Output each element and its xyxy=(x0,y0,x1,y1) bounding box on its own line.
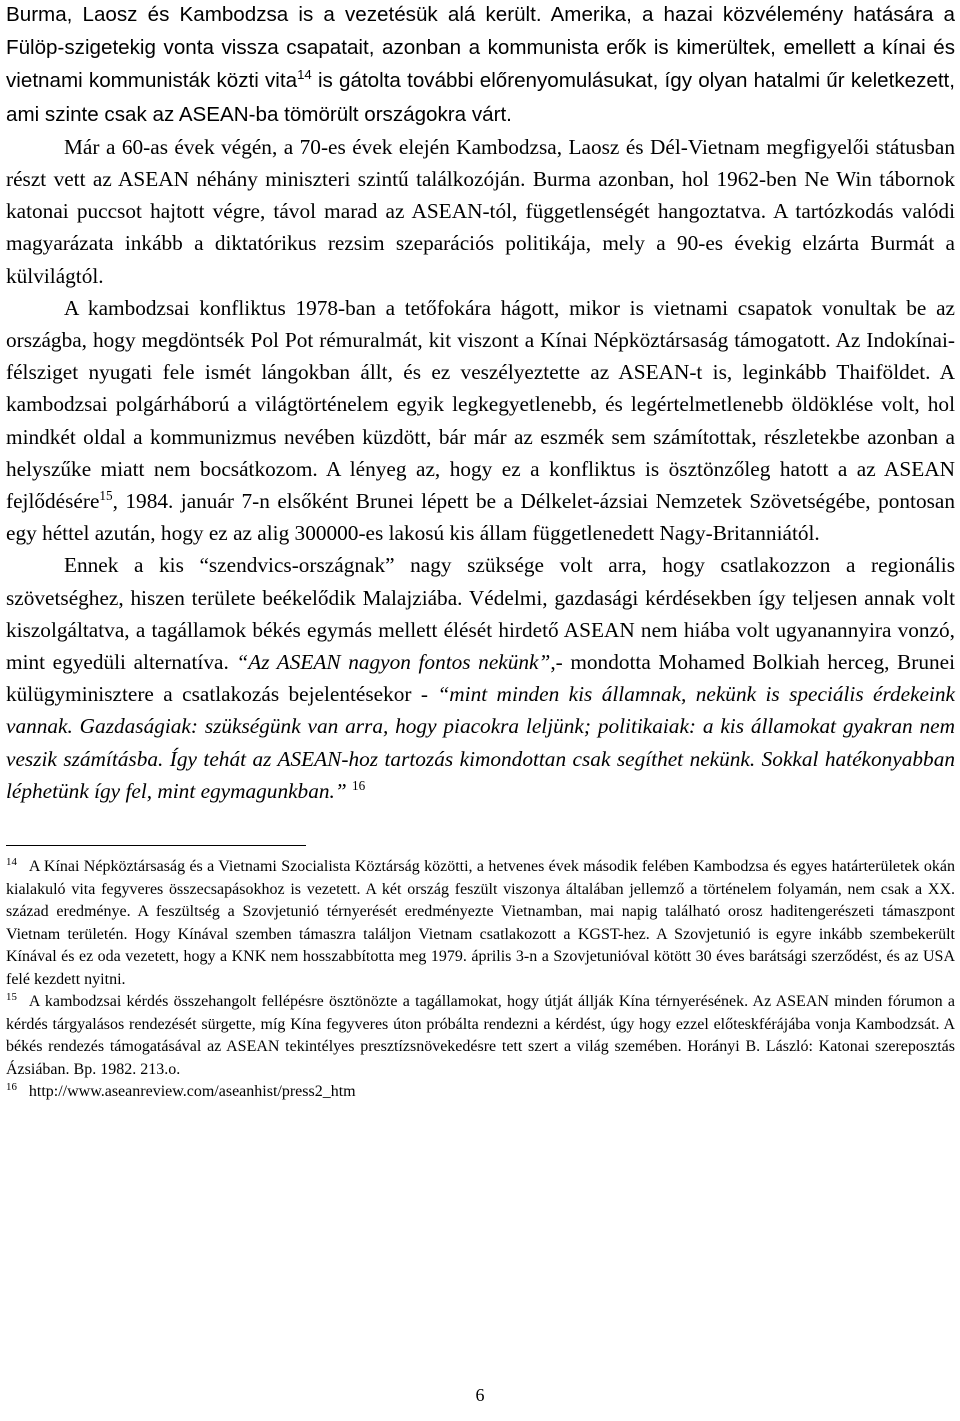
paragraph-4-text-a: Ennek a kis “szendvics-országnak” nagy szüksége volt arra, hogy csatlakozzon a regionális szövetséghez, hiszen területe beékelődik Malajziába. Védelmi, gazdasági kérdésekben így teljesen annak volt kiszolgáltatva, a tagállamok békés egymás mellett élését hirdető ASEAN nem hiába volt ugyanannyira vonzó, mint egyedüli alternatíva. xyxy=(6,553,955,675)
footnote-ref-14[interactable]: 14 xyxy=(297,67,312,83)
paragraph-4 xyxy=(6,549,955,807)
paragraph-1-text-a: Burma, Laosz és Kambodzsa is a vezetésük alá került. Amerika, a hazai közvélemény hatására a Fülöp-szigetekig vonta vissza csapatait, azonban a kommunista erők is kimerültek, emellett a kínai és vietnami kommunisták közti vita xyxy=(6,3,955,93)
paragraph-2-text-a: Már a 60-as évek végén, a 70-es évek elején Kambodzsa, Laosz és Dél-Vietnam megfigyelői státusban részt vett az ASEAN néhány miniszteri szintű találkozóján. xyxy=(6,134,955,192)
quote-1: “Az ASEAN nagyon fontos nekünk” xyxy=(228,650,551,675)
footnote-ref-15[interactable]: 15 xyxy=(99,487,113,503)
footnote-16 xyxy=(6,1081,955,1104)
footnote-ref-16[interactable]: 16 xyxy=(352,777,366,793)
footnote-mark-15: 15 xyxy=(6,990,17,1003)
footnote-mark-16: 16 xyxy=(6,1080,17,1093)
paragraph-2 xyxy=(6,131,955,292)
footnote-separator xyxy=(6,845,306,846)
paragraph-3-text-b: , 1984. január 7-n elsőként Brunei lépett be a Délkelet-ázsiai Nemzetek Szövetségébe, pontosan egy héttel azután, hogy ez az alig 300000-es lakosú kis állam függetlenedett Nagy-Britanniától. xyxy=(6,489,955,546)
document-page xyxy=(6,0,955,1104)
footnote-link-16[interactable]: http://www.aseanreview.com/aseanhist/press2_htm xyxy=(28,1083,356,1101)
paragraph-2-text-b: Burma azonban, hol 1962-ben Ne Win tábornok katonai puccsot hajtott végre, távol marad az ASEAN-tól, függetlenségét hangoztatva. A tartózkodás valódi magyarázata inkább a diktatórikus rezsim szeparációs politikája, mely a 90-es évekig elzárta Burmát a külvilágtól. xyxy=(6,167,955,288)
page-number: 6 xyxy=(475,1385,485,1405)
footnote-14 xyxy=(6,856,955,991)
paragraph-1 xyxy=(6,0,955,131)
paragraph-3 xyxy=(6,292,955,550)
footnote-text-15: A kambodzsai kérdés összehangolt fellépésre ösztönözte a tagállamokat, hogy útját állják Kína térnyerésének. Az ASEAN minden fórumon a kérdés tárgyalásos rendezését sürgette, míg Kína fegyveres úton próbálta rendezni a kérdést, úgy hogy ezzel előteskférájába vonja Kambodzsát. A békés rendezés támogatásával az ASEAN tekintélyes presztízsnövekedésre tett szert a világ szemében. Horányi B. László: Katonai szereposztás Ázsiában. Bp. 1982. 213.o. xyxy=(6,993,955,1078)
paragraph-3-text-a: A kambodzsai konfliktus 1978-ban a tetőfokára hágott, mikor is vietnami csapatok vonultak be az országba, hogy megdöntsék Pol Pot rémuralmát, kit viszont a Kínai Népköztársaság támogatott. Az Indokínai-félsziget nyugati fele ismét lángokban állt, és ez veszélyeztette az ASEAN-t is, leginkább Thaiföldet. A kambodzsai polgárháború a világtörténelem egyik legkegyetlenebb, és legértelmetlenebb öldöklése volt, hol mindkét oldal a kommunizmus nevében küzdött, bár már az eszmék sem számítottak, részletekbe azonban a helyszűke miatt nem bocsátkozom. A lényeg az, hogy ez a konfliktus is ösztönzőleg hatott a az ASEAN fejlődésére xyxy=(6,295,955,514)
footnote-mark-14: 14 xyxy=(6,855,17,868)
paragraph-4-text-mid: ,- mondotta Mohamed Bolkiah herceg, Brunei külügyminisztere a csatlakozás bejelentésekor - xyxy=(6,650,956,707)
footnote-text-14: A Kínai Népköztársaság és a Vietnami Szocialista Köztárság közötti, a hetvenes évek második felében Kambodzsa és egyes határterületek okán kialakuló vita fegyveres összecsapásokhoz is vezetett. A két ország feszült viszonya általában jellemző a történelem folyamán, nem csak a XX. század eredménye. A feszültség a Szovjetunió térnyerését eredményezte Vietnamban, mai napig található orosz haditengerészeti támaszpont Vietnam területén. Hogy Kínával szemben támaszra találjon Vietnam csatlakozott a KGST-hez. A Szovjetunió is egyre inkább szembekerült Kínával és ez oda vezetett, hogy a KNK nem hosszabbította meg 1979. április 3-n a Szovjetunióval kötött 30 éves barátsági szerződést, és az USA felé kezdett nyitni. xyxy=(6,858,955,988)
paragraph-1-text-b: is gátolta további előrenyomulásukat, így olyan hatalmi űr keletkezett, ami szinte csak az ASEAN-ba tömörült országokra várt. xyxy=(6,69,955,126)
quote-2: “mint minden kis államnak, nekünk is speciális érdekeink vannak. Gazdaságiak: szükségünk van arra, hogy piacokra leljünk; politikaiak: a kis államokat gyakran nem veszik számításba. Így tehát az ASEAN-hoz tartozás kimondottan csak segíthet nekünk. Sokkal hatékonyabban léphetünk így fel, mint egymagunkban.” xyxy=(6,682,955,803)
footnote-15 xyxy=(6,991,955,1081)
